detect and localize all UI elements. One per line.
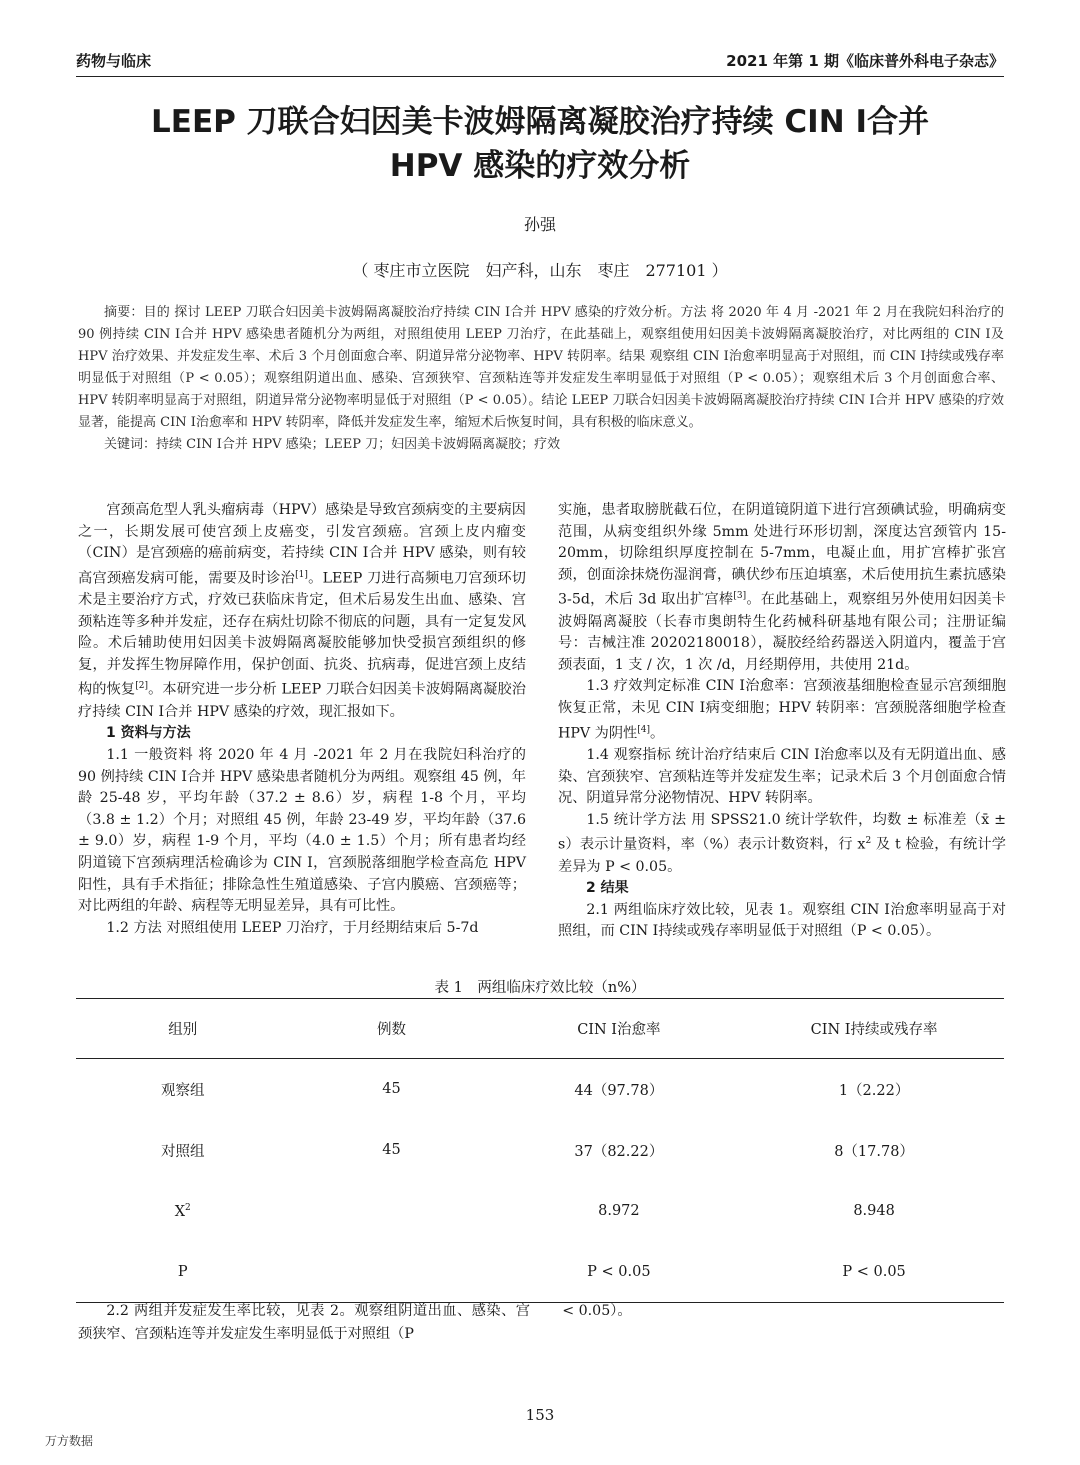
chi-square-label-sup: 2 [185,1202,191,1213]
statistics-paragraph [558,810,1006,879]
title-line-1: LEEP 刀联合妇因美卡波姆隔离凝胶治疗持续 CIN Ⅰ合并 [151,104,929,140]
criteria-paragraph [558,676,1006,745]
complication-paragraph: 2.2 两组并发症发生率比较，见表 2。观察组阴道出血、感染、宫颈狭窄、宫颈粘连等并发症发生率明显低于对照组（P [78,1303,530,1342]
bottom-left-text [78,1300,530,1346]
method-continued-paragraph [558,500,1006,676]
author: 孙强 [523,215,556,234]
table-cell: 8.948 [853,1203,895,1219]
intro-paragraph [78,500,526,723]
table-cell: 1（2.22） [838,1082,910,1099]
table-header-cell: 组别 [76,999,289,1059]
results-paragraph: 2.1 两组临床疗效比较，见表 1。观察组 CIN Ⅰ治愈率明显高于对照组，而 CIN Ⅰ持续或残存率明显低于对照组（P < 0.05）。 [558,901,1006,940]
bottom-right-text [558,1300,1010,1323]
table-header-cell: CIN Ⅰ治愈率 [494,999,745,1059]
table-header-cell: CIN Ⅰ持续或残存率 [744,999,1004,1059]
observation-paragraph: 1.4 观察指标 统计治疗结束后 CIN Ⅰ治愈率以及有无阴道出血、感染、宫颈狭窄、宫颈粘连等并发症发生率；记录术后 3 个月创面愈合情况、阴道异常分泌物情况、HPV 转阴率。 [558,747,1006,807]
citation-4: [4] [637,724,650,735]
table-header-row [76,999,1004,1059]
table-caption: 表 1 两组临床疗效比较（n%） [434,980,646,996]
table-cell [76,1181,289,1242]
statistics-text-a: 1.5 统计学方法 用 SPSS21.0 统计学软件，均数 ± 标准差（x̄ ± s）表示计量资料，率（%）表示计数资料，行 x [558,811,1006,854]
watermark: 万方数据 [45,1434,94,1448]
table-cell: P [76,1242,289,1303]
title-line-2: HPV 感染的疗效分析 [389,148,691,184]
intro-text-c: 。本研究进一步分析 LEEP 刀联合妇因美卡波姆隔离凝胶治疗持续 CIN Ⅰ合并 HPV 感染的疗效，现汇报如下。 [78,682,526,720]
table-cell: P < 0.05 [744,1242,1004,1303]
statistics-text-b: 及 t 检验，有统计学差异为 P < 0.05。 [558,837,1006,875]
header-rule [76,76,1004,77]
table-cell [289,1181,493,1242]
journal-issue: 2021 年第 1 期《临床普外科电子杂志》 [726,52,1004,70]
table-cell: 45 [382,1142,401,1158]
table-cell: 44（97.78） [574,1082,664,1099]
journal-section: 药物与临床 [76,52,152,70]
table-cell [289,1242,493,1303]
body-left-column [78,500,526,939]
table-cell: 8.972 [598,1203,640,1219]
article-title [70,100,1010,188]
efficacy-table [76,998,1004,1303]
citation-3: [3] [733,591,747,602]
intro-text-b: 。LEEP 刀进行高频电刀宫颈环切术是主要治疗方式，疗效已获临床肯定，但术后易发生出血、感染、宫颈粘连等多种并发症，还存在病灶切除不彻底的问题，具有一定复发风险。术后辅助使用妇因美卡波姆隔离凝胶能够加快受损宫颈组织的修复，并发挥生物屏障作用，保护创面、抗炎、抗病毒，促进宫颈上皮结构的恢复 [78,570,526,699]
general-data-paragraph: 1.1 一般资料 将 2020 年 4 月 -2021 年 2 月在我院妇科治疗的 90 例持续 CIN Ⅰ合并 HPV 感染患者随机分为两组。观察组 45 例，年龄 25-48 岁，平均年龄（37.2 ± 8.6）岁，病程 1-8 个月，平均（3.8 ± 1.2）个月；对照组 45 例，年龄 23-49 岁，平均年龄（37.6 ± 9.0）岁，病程 1-9 个月，平均（4.0 ± 1.5）个月；所有患者均经阴道镜下宫颈病理活检确诊为 CIN Ⅰ，宫颈脱落细胞学检查高危 HPV 阳性，具有手术指征；排除急性生殖道感染、子宫内膜癌、宫颈癌等；对比两组的年龄、病程等无明显差异，具有可比性。 [78,747,526,915]
table-cell: 37（82.22） [574,1143,664,1160]
citation-2: [2] [135,681,148,692]
table-row [76,1120,1004,1181]
citation-1: [1] [295,569,308,580]
table-row [76,1181,1004,1242]
table-cell: 对照组 [160,1143,205,1160]
abstract [78,302,1004,456]
affiliation: （ 枣庄市立医院 妇产科，山东 枣庄 277101 ） [352,261,728,280]
method-text-b: 。在此基础上，观察组另外使用妇因美卡波姆隔离凝胶（长春市奥朗特生化药械科研基地有限公司；注册证编号：吉械注准 20202180018），凝胶经给药器送入阴道内，覆盖于宫颈表面，1 支 / 次，1 次 /d，月经期停用，共使用 21d。 [558,592,1006,673]
table-cell: 45 [382,1081,401,1098]
intro-text-a: 宫颈高危型人乳头瘤病毒（HPV）感染是导致宫颈病变的主要病因之一，长期发展可使宫颈上皮癌变，引发宫颈癌。宫颈上皮内瘤变（CIN）是宫颈癌的癌前病变，若持续 CIN Ⅰ合并 HPV 感染，则有较高宫颈癌发病可能，需要及时诊治 [78,502,526,587]
table-header-cell: 例数 [289,999,493,1059]
abstract-text: 摘要：目的 探讨 LEEP 刀联合妇因美卡波姆隔离凝胶治疗持续 CIN Ⅰ合并 HPV 感染的疗效分析。方法 将 2020 年 4 月 -2021 年 2 月在我院妇科治疗的 90 例持续 CIN Ⅰ合并 HPV 感染患者随机分为两组，对照组使用 LEEP 刀治疗，在此基础上，观察组使用妇因美卡波姆隔离凝胶治疗，对比两组的 CIN Ⅰ及 HPV 治疗效果、并发症发生率、术后 3 个月创面愈合率、阴道异常分泌物率、HPV 转阴率。结果 观察组 CIN Ⅰ治愈率明显高于对照组，而 CIN Ⅰ持续或残存率明显低于对照组（P < 0.05）；观察组阴道出血、感染、宫颈狭窄、宫颈粘连等并发症发生率明显低于对照组（P < 0.05）；观察组术后 3 个月创面愈合率、HPV 转阴率明显高于对照组，阴道异常分泌物率明显低于对照组（P < 0.05）。结论 LEEP 刀联合妇因美卡波姆隔离凝胶治疗持续 CIN Ⅰ合并 HPV 感染的疗效显著，能提高 CIN Ⅰ治愈率和 HPV 转阴率，降低并发症发生率，缩短术后恢复时间，具有积极的临床意义。 [78,305,1004,430]
section-heading-results: 2 结果 [586,880,629,897]
complication-paragraph-end: < 0.05）。 [562,1303,632,1319]
chi-square-label: X [174,1203,186,1220]
page-number: 153 [525,1406,555,1424]
method-paragraph: 1.2 方法 对照组使用 LEEP 刀治疗，于月经期结束后 5-7d [106,919,479,936]
keywords: 关键词：持续 CIN Ⅰ合并 HPV 感染；LEEP 刀；妇因美卡波姆隔离凝胶；疗效 [104,437,561,452]
criteria-text: 1.3 疗效判定标准 CIN Ⅰ治愈率：宫颈液基细胞检查显示宫颈细胞恢复正常，未见 CIN Ⅰ病变细胞；HPV 转阴率：宫颈脱落细胞学检查 HPV 为阴性 [558,678,1006,742]
table-row [76,1242,1004,1303]
table-cell: 8（17.78） [834,1143,914,1160]
criteria-end: 。 [650,725,665,742]
table-cell: P < 0.05 [494,1242,745,1303]
method-text-a: 实施，患者取膀胱截石位，在阴道镜阴道下进行宫颈碘试验，明确病变范围，从病变组织外缘 5mm 处进行环形切割，深度达宫颈管内 15-20mm，切除组织厚度控制在 5-7mm，电凝止血，用扩宫棒扩张宫颈，创面涂抹烧伤湿润膏，碘伏纱布压迫填塞，术后使用抗生素抗感染 3-5d，术后 3d 取出扩宫棒 [558,502,1006,609]
section-heading-methods: 1 资料与方法 [106,725,191,742]
table-cell: 观察组 [160,1082,205,1099]
chi-square-sup: 2 [865,836,872,847]
body-right-column [558,500,1006,943]
table-row [76,1059,1004,1120]
